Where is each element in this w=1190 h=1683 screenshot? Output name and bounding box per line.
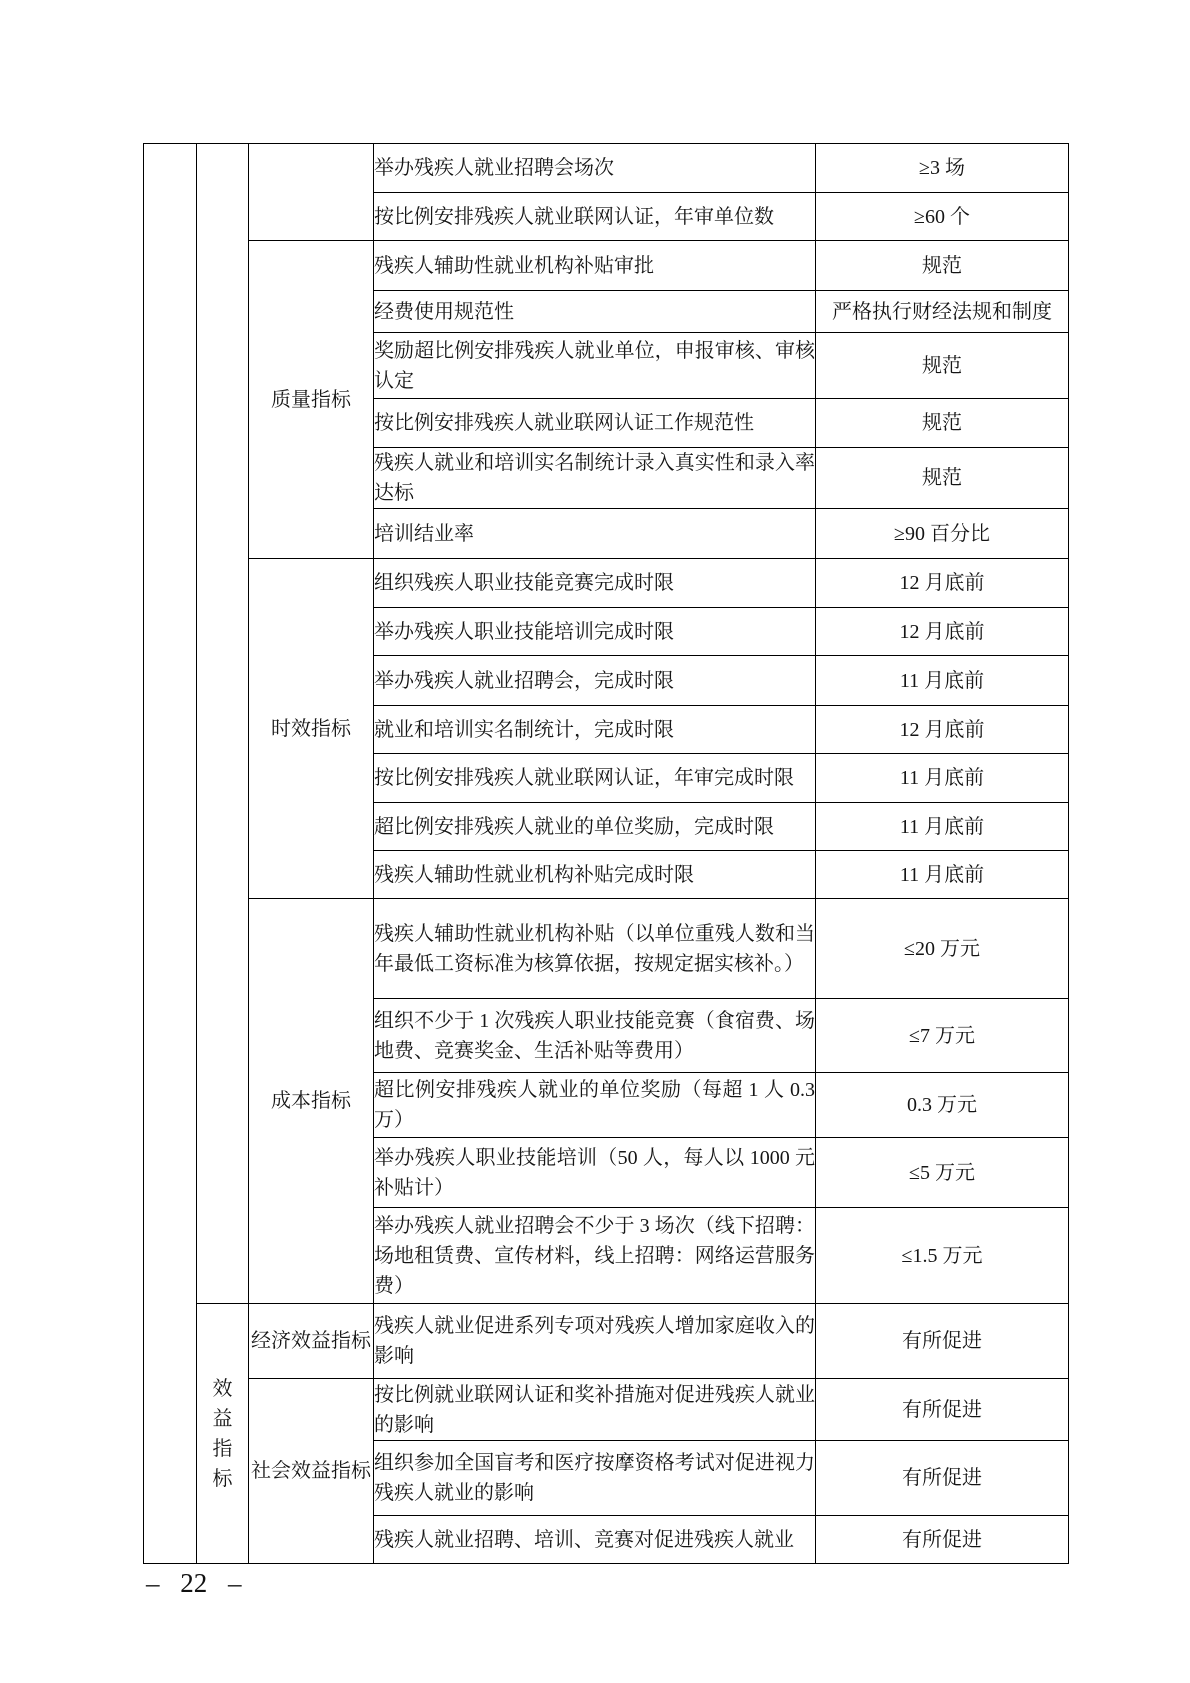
indicator-cell: 残疾人就业和培训实名制统计录入真实性和录入率达标 xyxy=(374,448,816,509)
indicator-cell: 按比例就业联网认证和奖补措施对促进残疾人就业的影响 xyxy=(374,1379,816,1441)
target-cell: 有所促进 xyxy=(816,1304,1069,1379)
target-cell: ≥90 百分比 xyxy=(816,509,1069,559)
target-cell: 规范 xyxy=(816,399,1069,448)
target-cell: ≤7 万元 xyxy=(816,999,1069,1073)
indicator-cell: 按比例安排残疾人就业联网认证，年审完成时限 xyxy=(374,754,816,803)
target-cell: ≤1.5 万元 xyxy=(816,1208,1069,1304)
indicator-cell: 按比例安排残疾人就业联网认证工作规范性 xyxy=(374,399,816,448)
table-row xyxy=(144,899,1069,999)
target-cell: 0.3 万元 xyxy=(816,1073,1069,1138)
target-cell: 11 月底前 xyxy=(816,803,1069,851)
table-row xyxy=(144,1379,1069,1441)
indicator-cell: 奖励超比例安排残疾人就业单位，申报审核、审核认定 xyxy=(374,333,816,399)
target-cell: 有所促进 xyxy=(816,1516,1069,1564)
performance-indicator-table xyxy=(143,143,1069,1564)
table-row xyxy=(144,1304,1069,1379)
category-cell-quality: 质量指标 xyxy=(249,241,374,559)
target-cell: 12 月底前 xyxy=(816,706,1069,754)
indicator-cell: 组织不少于 1 次残疾人职业技能竞赛（食宿费、场地费、竞赛奖金、生活补贴等费用） xyxy=(374,999,816,1073)
indicator-cell: 超比例安排残疾人就业的单位奖励，完成时限 xyxy=(374,803,816,851)
category-cell-cost: 成本指标 xyxy=(249,899,374,1304)
indicator-cell: 残疾人就业招聘、培训、竞赛对促进残疾人就业 xyxy=(374,1516,816,1564)
category-cell-social-benefit: 社会效益指标 xyxy=(249,1379,374,1564)
indicator-cell: 举办残疾人就业招聘会不少于 3 场次（线下招聘：场地租赁费、宣传材料，线上招聘：网络运营服务费） xyxy=(374,1208,816,1304)
category-cell-continuation xyxy=(249,144,374,241)
indicator-cell: 就业和培训实名制统计，完成时限 xyxy=(374,706,816,754)
target-cell: 11 月底前 xyxy=(816,851,1069,899)
target-cell: 规范 xyxy=(816,333,1069,399)
indicator-cell: 按比例安排残疾人就业联网认证，年审单位数 xyxy=(374,193,816,241)
target-cell: 11 月底前 xyxy=(816,754,1069,803)
target-cell: ≥3 场 xyxy=(816,144,1069,193)
category-cell-economic-benefit: 经济效益指标 xyxy=(249,1304,374,1379)
indicator-cell: 残疾人辅助性就业机构补贴完成时限 xyxy=(374,851,816,899)
page-number: – 22 – xyxy=(146,1568,242,1598)
indicator-cell: 组织残疾人职业技能竞赛完成时限 xyxy=(374,559,816,608)
indicator-cell: 举办残疾人职业技能培训（50 人，每人以 1000 元补贴计） xyxy=(374,1138,816,1208)
indicator-cell: 培训结业率 xyxy=(374,509,816,559)
indicator-cell: 超比例安排残疾人就业的单位奖励（每超 1 人 0.3 万） xyxy=(374,1073,816,1138)
indicator-cell: 举办残疾人就业招聘会，完成时限 xyxy=(374,656,816,706)
target-cell: 规范 xyxy=(816,241,1069,291)
target-cell: ≤5 万元 xyxy=(816,1138,1069,1208)
target-cell: 12 月底前 xyxy=(816,608,1069,656)
table-row xyxy=(144,241,1069,291)
indicator-cell: 举办残疾人职业技能培训完成时限 xyxy=(374,608,816,656)
indicator-cell: 残疾人辅助性就业机构补贴（以单位重残人数和当年最低工资标准为核算依据，按规定据实核补。） xyxy=(374,899,816,999)
target-cell: 严格执行财经法规和制度 xyxy=(816,291,1069,333)
level1-continuation-cell xyxy=(144,144,197,1564)
benefit-group-label: 效益指标 xyxy=(212,1377,233,1490)
target-cell: ≥60 个 xyxy=(816,193,1069,241)
table-row xyxy=(144,559,1069,608)
target-cell: 有所促进 xyxy=(816,1441,1069,1516)
target-cell: 11 月底前 xyxy=(816,656,1069,706)
target-cell: 有所促进 xyxy=(816,1379,1069,1441)
indicator-cell: 组织参加全国盲考和医疗按摩资格考试对促进视力残疾人就业的影响 xyxy=(374,1441,816,1516)
indicator-cell: 经费使用规范性 xyxy=(374,291,816,333)
target-cell: ≤20 万元 xyxy=(816,899,1069,999)
indicator-cell: 残疾人辅助性就业机构补贴审批 xyxy=(374,241,816,291)
indicator-cell: 举办残疾人就业招聘会场次 xyxy=(374,144,816,193)
indicator-cell: 残疾人就业促进系列专项对残疾人增加家庭收入的影响 xyxy=(374,1304,816,1379)
table-row xyxy=(144,144,1069,193)
level2-continuation-cell xyxy=(197,144,249,1304)
benefit-group-cell xyxy=(197,1304,249,1564)
target-cell: 12 月底前 xyxy=(816,559,1069,608)
category-cell-timeliness: 时效指标 xyxy=(249,559,374,899)
target-cell: 规范 xyxy=(816,448,1069,509)
